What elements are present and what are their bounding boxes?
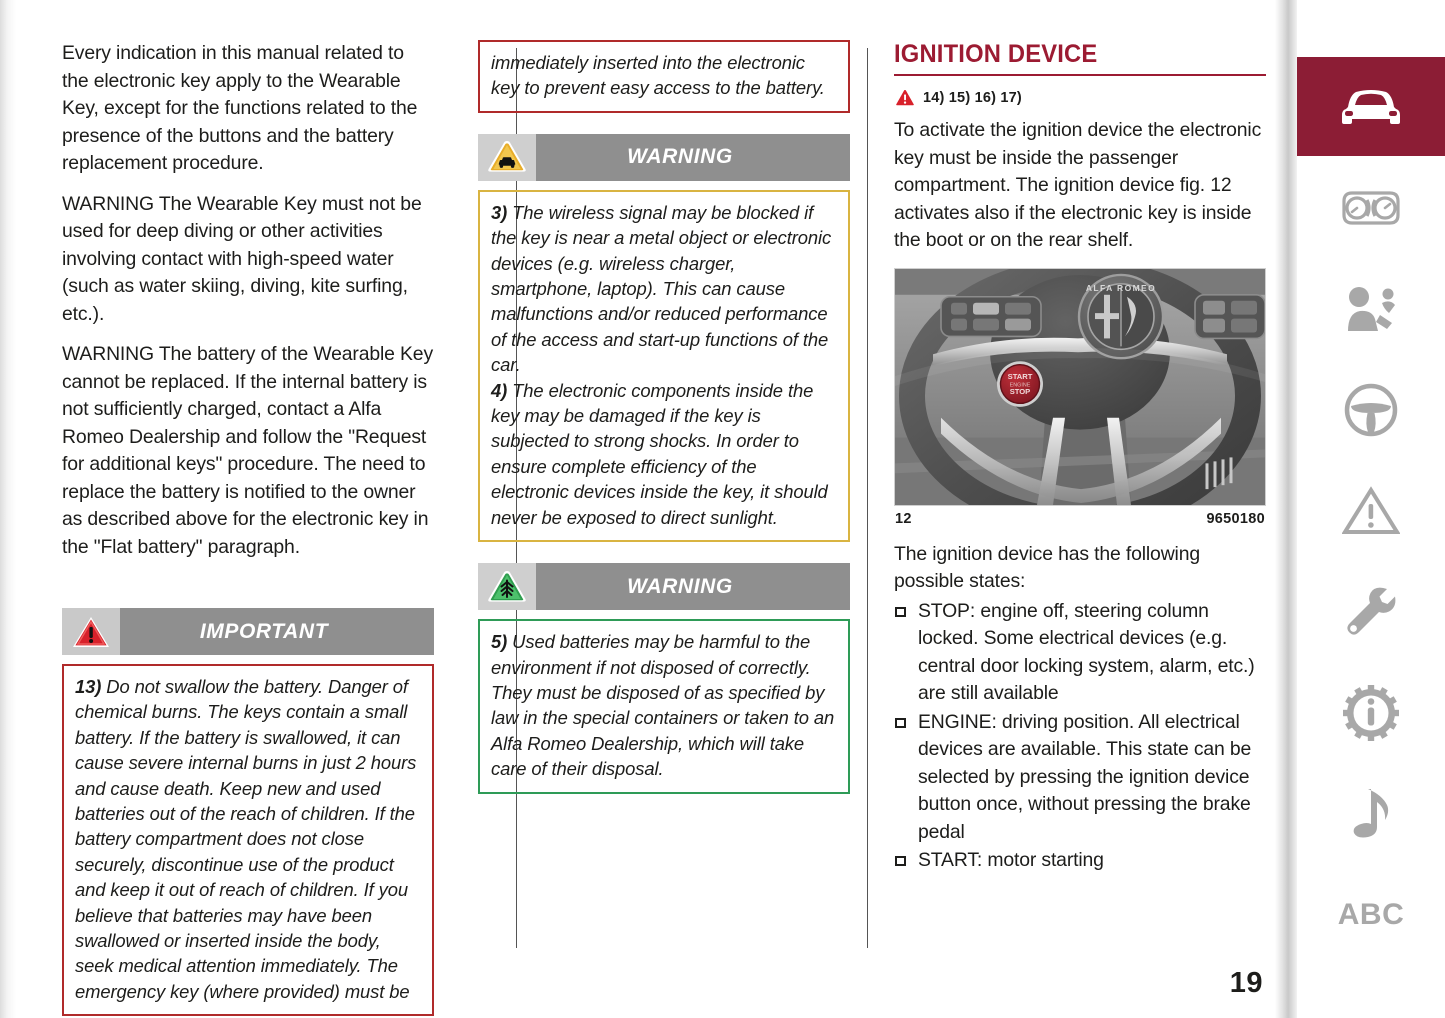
svg-text:ALFA ROMEO: ALFA ROMEO	[1085, 282, 1157, 293]
sidebar-item-airbag-safety[interactable]	[1297, 259, 1445, 358]
music-note-icon	[1349, 787, 1393, 841]
abc-index-icon: ABC	[1337, 897, 1405, 931]
note-3-text: 3) The wireless signal may be blocked if the key is near a metal object or electronic devices (e.g. wireless charger, smartphone, laptop). This can cause malfunctions and/or reduced performance of the access and start-up functions of the car.	[491, 201, 832, 376]
note-4-marker: 4)	[491, 379, 508, 401]
list-item: STOP: engine off, steering column locked. Some electrical devices (e.g. central door locking system, alarm, etc.) are still available	[894, 598, 1266, 708]
note-13-text: 13) Do not swallow the battery. Danger of chemical burns. The keys contain a small battery. If the battery is swallowed, it can cause severe internal burns in just 2 hours and cause death. Keep new and used batteries out of the reach of children. If the battery compartment does not close securely, discontinue use of the product and keep it out of reach of children. If you believe that batteries may have been swallowed or inserted inside the body, seek medical attention immediately. The emergency key (where provided) must be	[75, 676, 417, 1002]
sidebar-item-maintenance[interactable]	[1297, 562, 1445, 661]
figure-code: 9650180	[1206, 510, 1265, 527]
sidebar-item-multimedia[interactable]	[1297, 764, 1445, 863]
car-front-icon	[1338, 85, 1404, 129]
note-box-13	[62, 664, 434, 1016]
airbag-safety-icon	[1342, 285, 1400, 333]
note-continuation-text: immediately inserted into the electronic key to prevent easy access to the battery.	[491, 52, 825, 99]
square-bullet-icon	[895, 856, 906, 866]
warning-banner-car	[478, 134, 850, 181]
figure-12	[894, 268, 1266, 527]
important-banner-label: IMPORTANT	[199, 619, 329, 643]
note-5-marker: 5)	[491, 631, 508, 653]
green-tree-triangle-icon	[478, 563, 536, 610]
list-item: START: motor starting	[894, 847, 1266, 875]
column-1	[62, 40, 434, 1002]
note-box-5	[478, 619, 850, 793]
column-3	[894, 40, 1266, 945]
red-warning-triangle-icon	[62, 608, 120, 655]
gear-info-icon	[1343, 685, 1399, 741]
note-5-text: 5) Used batteries may be harmful to the environment if not disposed of correctly. They must be disposed of as specified by law in the special containers or taken to an Alfa Romeo Dealership, which will take care of their disposal.	[491, 631, 835, 780]
steering-wheel-photo	[894, 268, 1266, 506]
svg-text:STOP: STOP	[1009, 386, 1031, 396]
warning-banner-environment-label: WARNING	[627, 574, 733, 598]
section-tab-sidebar	[1275, 0, 1445, 1018]
square-bullet-icon	[895, 718, 906, 728]
paragraph: Every indication in this manual related to the electronic key apply to the Wearable Key, except for the functions related to the presence of the buttons and the battery replacement procedure.	[62, 42, 418, 174]
sidebar-item-warnings[interactable]	[1297, 461, 1445, 560]
sidebar-item-alphabetical-index[interactable]	[1297, 865, 1445, 964]
dashboard-instrument-cluster-icon	[1340, 187, 1402, 229]
states-intro: The ignition device has the following possible states:	[894, 542, 1200, 592]
ignition-states-list	[894, 598, 1266, 875]
reference-numbers: 14) 15) 16) 17)	[923, 89, 1022, 106]
warning-banner-car-label: WARNING	[627, 145, 733, 169]
page-number: 19	[1229, 967, 1263, 999]
sidebar-item-steering-wheel[interactable]	[1297, 360, 1445, 459]
note-box-continuation	[478, 40, 850, 113]
sidebar-item-dashboard[interactable]	[1297, 158, 1445, 257]
square-bullet-icon	[895, 607, 906, 617]
sidebar-item-technical-info[interactable]	[1297, 663, 1445, 762]
figure-number: 12	[895, 510, 912, 527]
page-title: IGNITION DEVICE	[894, 40, 1098, 68]
svg-text:ENGINE: ENGINE	[1009, 382, 1031, 388]
important-banner	[62, 608, 434, 655]
note-13-marker: 13)	[75, 676, 102, 697]
note-box-3-4	[478, 190, 850, 542]
list-item: ENGINE: driving position. All electrical devices are available. This state can be selected by pressing the ignition device button once, without pressing the brake pedal	[894, 709, 1266, 847]
column-2	[478, 40, 850, 945]
warning-banner-environment	[478, 563, 850, 610]
sidebar-tabs	[1297, 0, 1445, 1018]
sidebar-edge-shadow	[1275, 0, 1297, 1018]
wrench-icon	[1344, 585, 1398, 639]
note-3-marker: 3)	[491, 201, 508, 223]
paragraph: WARNING The Wearable Key must not be used for deep diving or other activities involving contact with high-speed water (such as water skiing, diving, kite surfing, etc.).	[62, 192, 422, 325]
title-underline	[894, 74, 1266, 76]
paragraph: WARNING The battery of the Wearable Key cannot be replaced. If the internal battery is not sufficiently charged, contact a Alfa Romeo Dealership and follow the "Request for additional keys" procedure. The need to replace the battery is notified to the owner as described above for the electronic key in the "Flat battery" paragraph.	[62, 343, 433, 558]
figure-caption	[894, 506, 1266, 527]
red-warning-triangle-icon	[894, 88, 916, 107]
page-edge-shadow	[0, 0, 16, 1018]
reference-line	[894, 88, 1266, 107]
column-divider-2	[867, 48, 868, 948]
sidebar-item-car-front[interactable]	[1297, 57, 1445, 156]
yellow-car-triangle-icon	[478, 134, 536, 181]
svg-text:START: START	[1007, 371, 1033, 381]
steering-wheel-icon	[1343, 382, 1399, 438]
note-4-text: 4) The electronic components inside the key may be damaged if the key is subjected to strong shocks. In order to ensure complete efficiency of the electronic devices inside the key, it should never be exposed to direct sunlight.	[491, 379, 828, 528]
warning-triangle-icon	[1342, 486, 1400, 536]
intro-paragraph: To activate the ignition device the electronic key must be inside the passenger compartment. The ignition device fig. 12 activates also if the electronic key is inside the boot or on the rear shelf.	[894, 119, 1262, 251]
